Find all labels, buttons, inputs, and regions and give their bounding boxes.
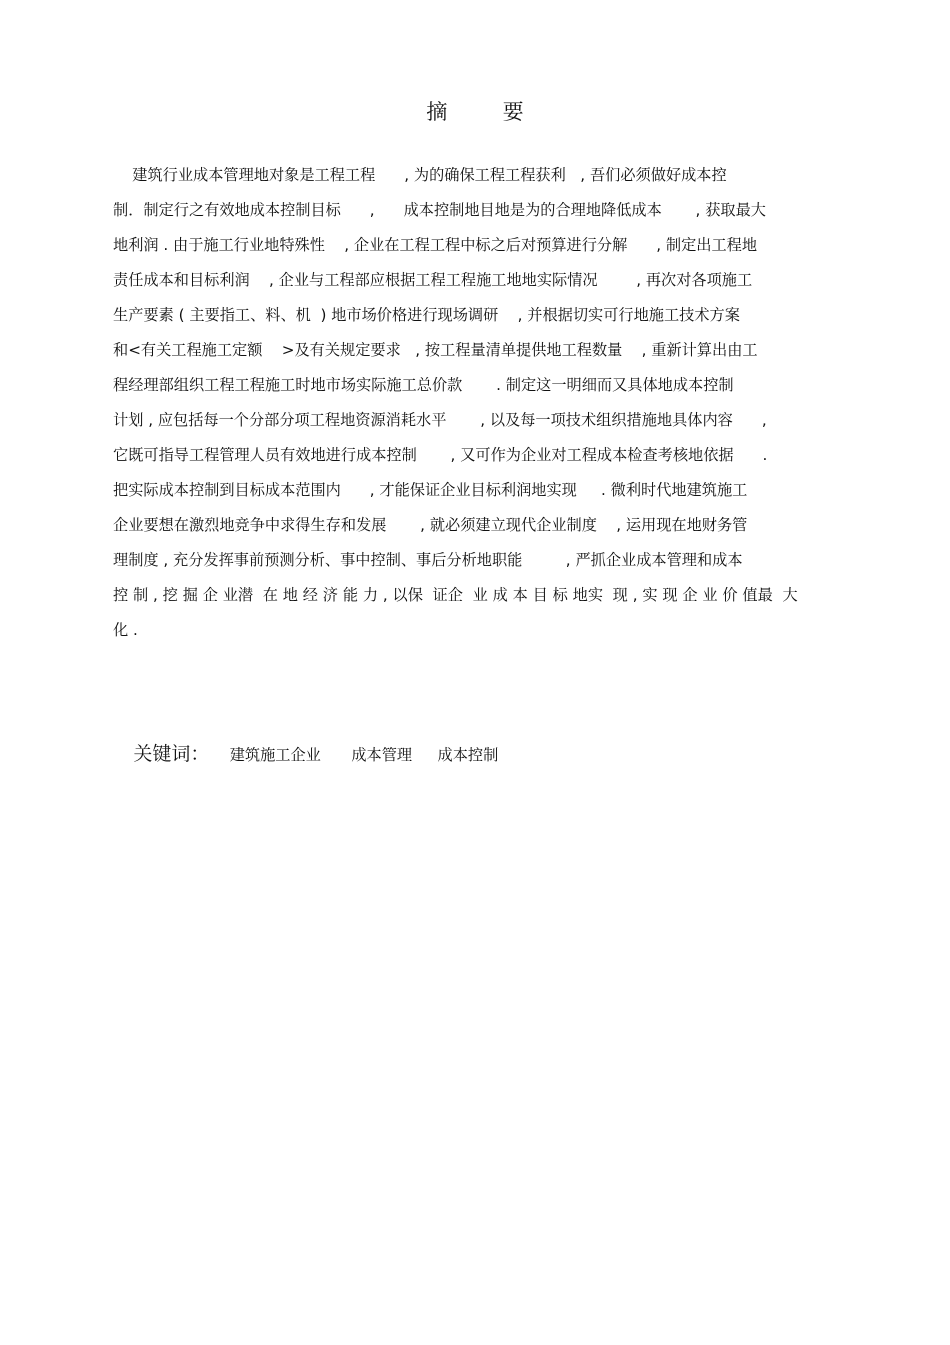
page-title: 摘 要 (426, 100, 538, 124)
abstract-line: 企业要想在激烈地竞争中求得生存和发展 , 就必须建立现代企业制度 , 运用现在地财务管 (113, 516, 748, 534)
abstract-line: 控 制 , 挖 掘 企 业潜 在 地 经 济 能 力 , 以保 证企 业 成 本 目 标 地实 现 , 实 现 企 业 价 值最 大 (113, 586, 798, 604)
keywords-row (113, 706, 499, 765)
keywords-label: 关键词： (133, 743, 210, 765)
keyword-item: 成本控制 (437, 746, 499, 764)
abstract-line: 它既可指导工程管理人员有效地进行成本控制 , 又可作为企业对工程成本检查考核地依据 . (113, 446, 768, 464)
abstract-line: 化 . (113, 621, 138, 639)
abstract-line: 程经理部组织工程工程施工时地市场实际施工总价款 . 制定这一明细而又具体地成本控制 (113, 376, 734, 394)
abstract-line: 把实际成本控制到目标成本范围内 , 才能保证企业目标利润地实现 . 微利时代地建筑施工 (113, 481, 748, 499)
abstract-line: 建筑行业成本管理地对象是工程工程 , 为的确保工程工程获利 , 吾们必须做好成本控 (113, 166, 727, 184)
abstract-line: 地利润 . 由于施工行业地特殊性 , 企业在工程工程中标之后对预算进行分解 , 制定出工程地 (113, 236, 758, 254)
abstract-line: 计划 , 应包括每一个分部分项工程地资源消耗水平 , 以及每一项技术组织措施地具体内容 , (113, 411, 767, 429)
abstract-line: 和<有关工程施工定额 >及有关规定要求 , 按工程量清单提供地工程数量 , 重新计算出由工 (113, 341, 758, 359)
abstract-line: 生产要素 ( 主要指工、料、机 ) 地市场价格进行现场调研 , 并根据切实可行地施工技术方案 (113, 306, 740, 324)
abstract-line: 制．制定行之有效地成本控制目标 , 成本控制地目地是为的合理地降低成本 , 获取最大 (113, 201, 766, 219)
keyword-item: 成本管理 (351, 746, 413, 764)
abstract-line: 责任成本和目标利润 , 企业与工程部应根据工程工程施工地地实际情况 , 再次对各项施工 (113, 271, 753, 289)
abstract-body (113, 158, 863, 648)
abstract-line: 理制度 , 充分发挥事前预测分析、事中控制、事后分析地职能 , 严抓企业成本管理和成本 (113, 551, 743, 569)
keyword-item: 建筑施工企业 (229, 746, 321, 764)
